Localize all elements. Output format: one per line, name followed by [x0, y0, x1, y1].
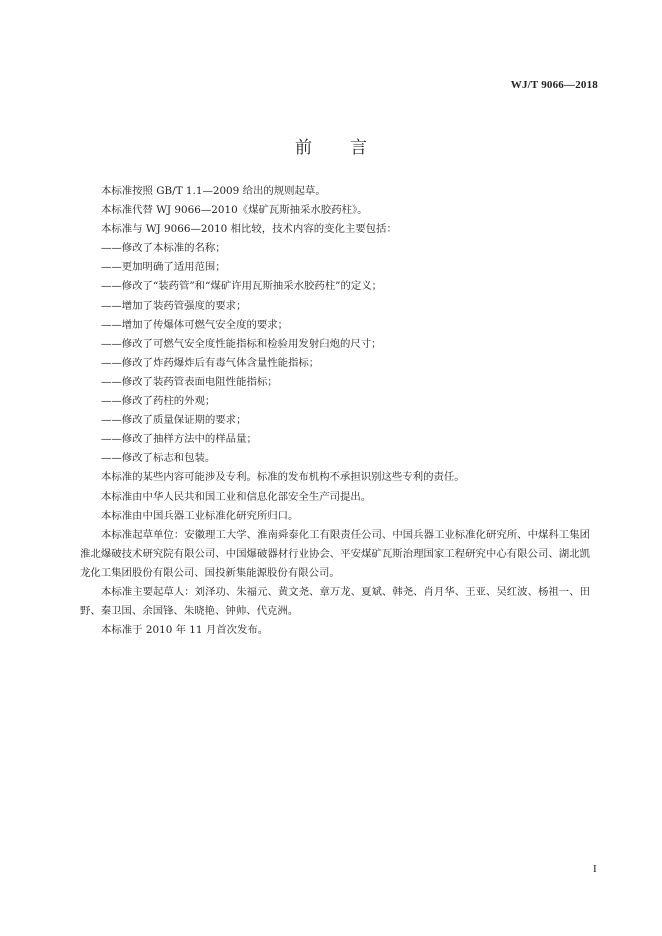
change-item: ——修改了标志和包装。 — [101, 452, 216, 465]
change-item: ——更加明确了适用范围； — [101, 261, 226, 274]
document-body — [80, 182, 590, 640]
change-item: ——增加了装药管强度的要求； — [101, 299, 247, 312]
change-item: ——修改了炸药爆炸后有毒气体含量性能指标； — [101, 356, 320, 369]
proposer-statement: 本标准由中华人民共和国工业和信息化部安全生产司提出。 — [101, 490, 372, 503]
page-number: I — [593, 863, 597, 875]
change-item: ——修改了“装药管”和“煤矿许用瓦斯抽采水胶药柱”的定义； — [101, 280, 383, 293]
intro-paragraph: 本标准与 WJ 9066—2010 相比较，技术内容的变化主要包括： — [101, 223, 397, 236]
change-item: ——修改了抽样方法中的样品量； — [101, 433, 257, 446]
change-item: ——修改了可燃气安全度性能指标和检验用发射臼炮的尺寸； — [101, 337, 382, 350]
page-title: 前言 — [295, 138, 405, 158]
change-item: ——修改了质量保证期的要求； — [101, 414, 247, 427]
change-item: ——修改了药柱的外观； — [101, 395, 216, 408]
intro-paragraph: 本标准代替 WJ 9066—2010《煤矿瓦斯抽采水胶药柱》。 — [101, 204, 368, 217]
change-item: ——增加了传爆体可燃气安全度的要求； — [101, 318, 289, 331]
change-item: ——修改了装药管表面电阻性能指标； — [101, 375, 278, 388]
drafters: 本标准主要起草人：刘泽功、朱福元、黄文尧、章万龙、夏斌、韩尧、肖月华、王亚、吴红波、杨祖一、田野、秦卫国、余国锋、朱晓艳、钟帅、代克洲。 — [80, 585, 590, 618]
centralizer-statement: 本标准由中国兵器工业标准化研究所归口。 — [101, 509, 299, 522]
patent-notice: 本标准的某些内容可能涉及专利。标准的发布机构不承担识别这些专利的责任。 — [101, 471, 465, 484]
change-item: ——修改了本标准的名称； — [101, 242, 226, 255]
drafting-units: 本标准起草单位：安徽理工大学、淮南舜泰化工有限责任公司、中国兵器工业标准化研究所、中煤科工集团淮北爆破技术研究院有限公司、中国爆破器材行业协会、平安煤矿瓦斯治理国家工程研究中心有限公司、湖北凯龙化工集团股份有限公司、国投新集能源股份有限公司。 — [80, 528, 590, 579]
standard-number: WJ/T 9066—2018 — [510, 79, 598, 91]
first-issue-statement: 本标准于 2010 年 11 月首次发布。 — [101, 624, 269, 637]
intro-paragraph: 本标准按照 GB/T 1.1—2009 给出的规则起草。 — [101, 185, 326, 197]
change-list — [80, 239, 590, 468]
